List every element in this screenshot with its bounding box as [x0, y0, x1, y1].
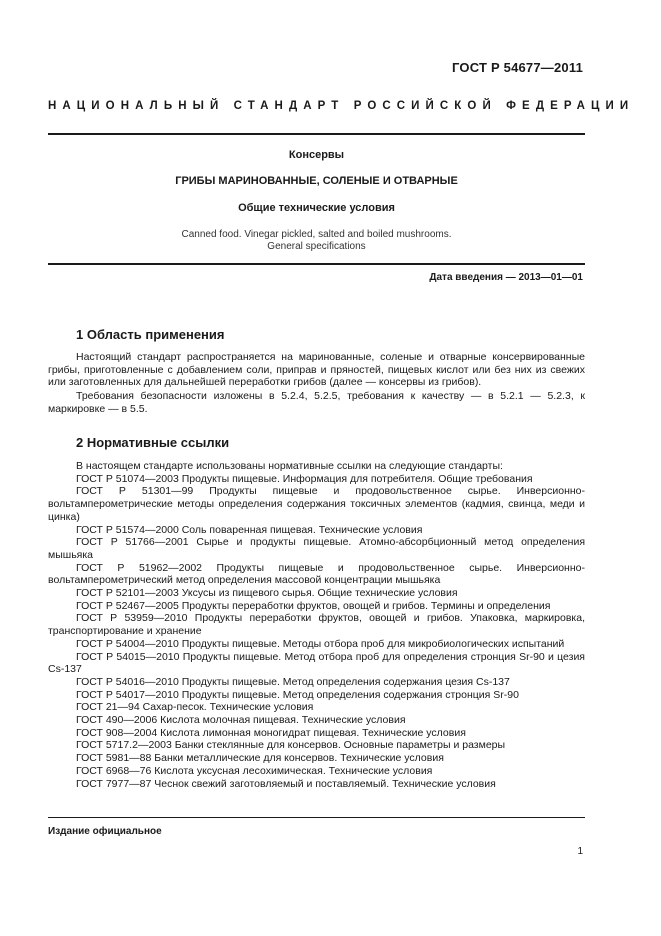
reference-item: ГОСТ Р 53959—2010 Продукты переработки фруктов, овощей и грибов. Упаковка, маркировка, транспортирование и хранение [48, 612, 585, 638]
reference-item: ГОСТ 21—94 Сахар-песок. Технические условия [76, 701, 314, 714]
reference-item: ГОСТ Р 51962—2002 Продукты пищевые и продовольственное сырье. Инверсионно-вольтамперометрический метод определения массовой концентрации мышьяка [48, 561, 585, 587]
section-1-paragraph-2: Требования безопасности изложены в 5.2.4, 5.2.5, требования к качеству — в 5.2.1 — 5.2.3, к маркировке — в 5.5. [48, 390, 585, 415]
reference-item: ГОСТ Р 51301—99 Продукты пищевые и продовольственное сырье. Инверсионно-вольтамперометрические методы определения содержания токсичных элементов (кадмия, свинца, меди и цинка) [48, 485, 585, 523]
section-1-heading: 1 Область применения [76, 327, 225, 342]
reference-item: ГОСТ Р 52467—2005 Продукты переработки фруктов, овощей и грибов. Термины и определения [76, 599, 551, 612]
header-rule [48, 133, 585, 135]
title-subtitle: Общие технические условия [238, 202, 395, 214]
title-rule [48, 263, 585, 265]
reference-item: ГОСТ 5717.2—2003 Банки стеклянные для консервов. Основные параметры и размеры [76, 739, 506, 752]
document-number: ГОСТ Р 54677—2011 [452, 60, 583, 75]
official-edition-note: Издание официальное [48, 826, 162, 837]
reference-item: ГОСТ Р 52101—2003 Уксусы из пищевого сырья. Общие технические условия [76, 587, 458, 600]
page-number: 1 [577, 846, 583, 857]
reference-item: ГОСТ Р 54004—2010 Продукты пищевые. Методы отбора проб для микробиологических испытаний [76, 637, 565, 650]
national-standard-banner: НАЦИОНАЛЬНЫЙ СТАНДАРТ РОССИЙСКОЙ ФЕДЕРАЦИИ [48, 100, 635, 112]
title-english-line1: Canned food. Vinegar pickled, salted and boiled mushrooms. [181, 229, 452, 240]
reference-item: ГОСТ 490—2006 Кислота молочная пищевая. Технические условия [76, 714, 406, 727]
reference-item: ГОСТ 908—2004 Кислота лимонная моногидрат пищевая. Технические условия [76, 726, 466, 739]
title-category: Консервы [288, 149, 345, 161]
reference-item: ГОСТ 6968—76 Кислота уксусная лесохимическая. Технические условия [76, 764, 433, 777]
effective-date: Дата введения — 2013—01—01 [429, 272, 583, 283]
reference-item: ГОСТ Р 51766—2001 Сырье и продукты пищевые. Атомно-абсорбционный метод определения мышьяка [48, 536, 585, 561]
section-2-heading: 2 Нормативные ссылки [76, 435, 230, 450]
reference-item: ГОСТ Р 54017—2010 Продукты пищевые. Метод определения содержания стронция Sr-90 [76, 688, 519, 701]
footer-rule [48, 817, 585, 818]
reference-item: ГОСТ Р 51074—2003 Продукты пищевые. Информация для потребителя. Общие требования [76, 472, 533, 485]
title-main: ГРИБЫ МАРИНОВАННЫЕ, СОЛЕНЫЕ И ОТВАРНЫЕ [175, 175, 458, 187]
normative-references [48, 460, 585, 790]
reference-item: ГОСТ Р 51574—2000 Соль поваренная пищевая. Технические условия [76, 523, 423, 536]
references-intro: В настоящем стандарте использованы нормативные ссылки на следующие стандарты: [76, 460, 503, 472]
section-1-paragraph-1: Настоящий стандарт распространяется на маринованные, соленые и отварные консервированные грибы, приготовленные с добавлением соли, приправ и пряностей, пищевых кислот или без них из свежих или заготовленных для дальнейшей переработки грибов (далее — консервы из грибов). [48, 351, 585, 389]
reference-item: ГОСТ 7977—87 Чеснок свежий заготовляемый и поставляемый. Технические условия [76, 777, 496, 790]
reference-item: ГОСТ Р 54015—2010 Продукты пищевые. Метод отбора проб для определения стронция Sr-90 и цезия Cs-137 [48, 650, 585, 676]
reference-item: ГОСТ 5981—88 Банки металлические для консервов. Технические условия [76, 752, 444, 765]
reference-item: ГОСТ Р 54016—2010 Продукты пищевые. Метод определения содержания цезия Cs-137 [76, 675, 510, 688]
title-english-line2: General specifications [267, 241, 366, 252]
